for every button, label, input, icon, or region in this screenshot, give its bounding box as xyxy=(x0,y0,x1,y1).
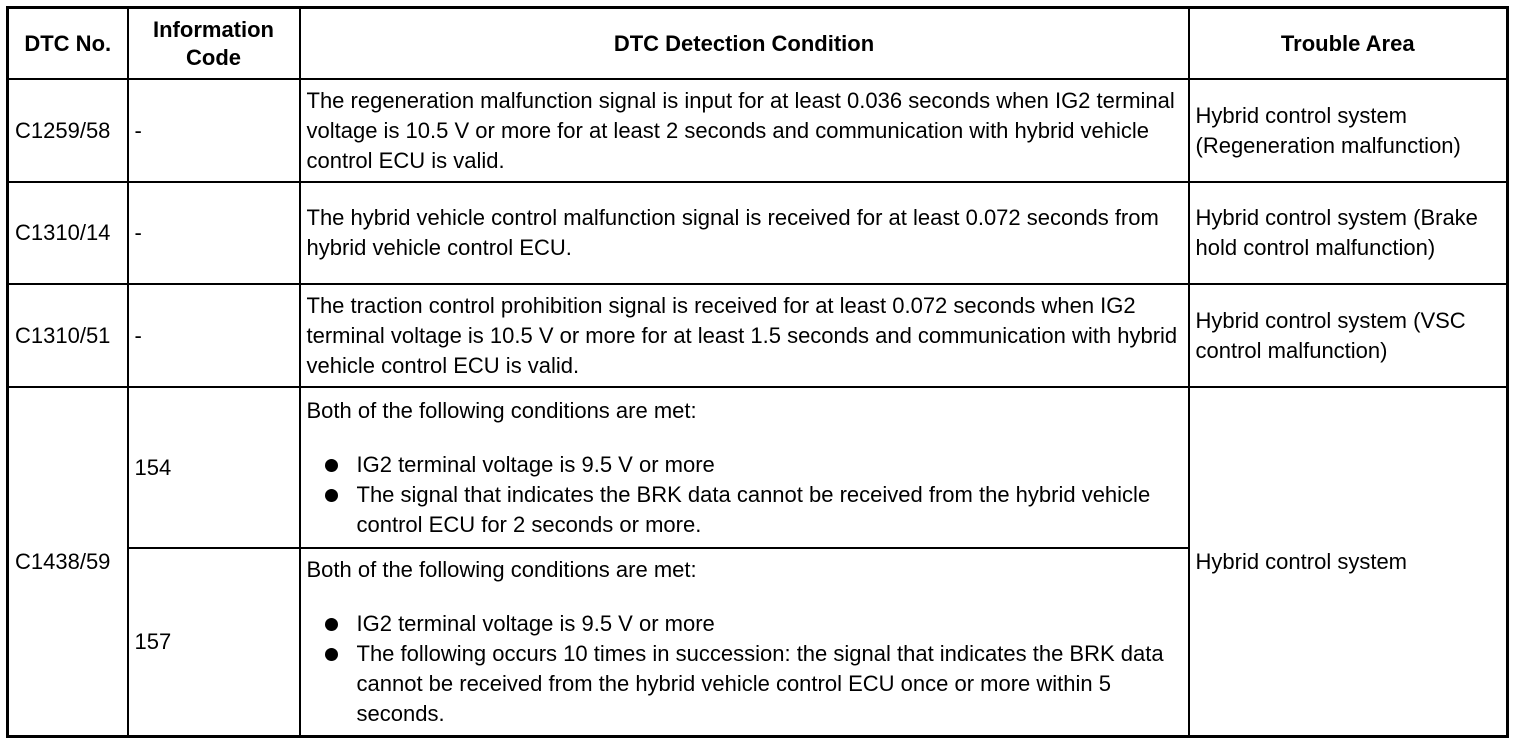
header-dtc-no: DTC No. xyxy=(8,8,128,80)
trouble-area-cell: Hybrid control system xyxy=(1189,387,1508,737)
header-detection-condition: DTC Detection Condition xyxy=(300,8,1189,80)
condition-list xyxy=(307,609,1182,729)
bullet-icon xyxy=(325,489,338,502)
table-row xyxy=(8,387,1508,548)
dtc-cell: C1310/51 xyxy=(8,284,128,387)
condition-intro: Both of the following conditions are met: xyxy=(306,397,697,423)
condition-cell: The hybrid vehicle control malfunction signal is received for at least 0.072 seconds from hybrid vehicle control ECU. xyxy=(300,182,1189,284)
trouble-area-cell: Hybrid control system (Regeneration malfunction) xyxy=(1189,79,1508,182)
info-code-cell: - xyxy=(128,79,300,182)
dtc-cell: C1259/58 xyxy=(8,79,128,182)
list-item xyxy=(307,609,1182,639)
bullet-icon xyxy=(325,648,338,661)
list-item-text: The signal that indicates the BRK data cannot be received from the hybrid vehicle control ECU for 2 seconds or more. xyxy=(356,481,1151,537)
info-code-cell: - xyxy=(128,284,300,387)
table-row xyxy=(8,284,1508,387)
info-code-cell: 154 xyxy=(128,387,300,548)
info-code-cell: 157 xyxy=(128,548,300,737)
dtc-cell: C1438/59 xyxy=(8,387,128,737)
list-item-text: The following occurs 10 times in succession: the signal that indicates the BRK data cannot be received from the hybrid vehicle control ECU once or more within 5 seconds. xyxy=(356,641,1164,726)
list-item xyxy=(307,639,1182,729)
list-item-text: IG2 terminal voltage is 9.5 V or more xyxy=(356,611,715,636)
table-row xyxy=(8,182,1508,284)
dtc-cell: C1310/14 xyxy=(8,182,128,284)
bullet-icon xyxy=(325,618,338,631)
trouble-area-cell: Hybrid control system (VSC control malfunction) xyxy=(1189,284,1508,387)
header-information-code: Information Code xyxy=(128,8,300,80)
info-code-cell: - xyxy=(128,182,300,284)
condition-cell: The regeneration malfunction signal is input for at least 0.036 seconds when IG2 terminal voltage is 10.5 V or more for at least 2 seconds and communication with hybrid vehicle control ECU is valid. xyxy=(300,79,1189,182)
table-row xyxy=(8,79,1508,182)
condition-cell xyxy=(300,387,1189,548)
trouble-area-cell: Hybrid control system (Brake hold control malfunction) xyxy=(1189,182,1508,284)
dtc-table xyxy=(6,6,1509,738)
header-trouble-area: Trouble Area xyxy=(1189,8,1508,80)
condition-list xyxy=(307,450,1182,540)
list-item xyxy=(307,450,1182,480)
condition-intro: Both of the following conditions are met: xyxy=(306,557,697,582)
condition-cell: The traction control prohibition signal is received for at least 0.072 seconds when IG2 terminal voltage is 10.5 V or more for at least 1.5 seconds and communication with hybrid vehicle control ECU is valid. xyxy=(300,284,1189,387)
condition-cell xyxy=(300,548,1189,737)
header-row xyxy=(8,8,1508,80)
list-item xyxy=(307,480,1182,540)
bullet-icon xyxy=(325,459,338,472)
list-item-text: IG2 terminal voltage is 9.5 V or more xyxy=(356,451,715,477)
